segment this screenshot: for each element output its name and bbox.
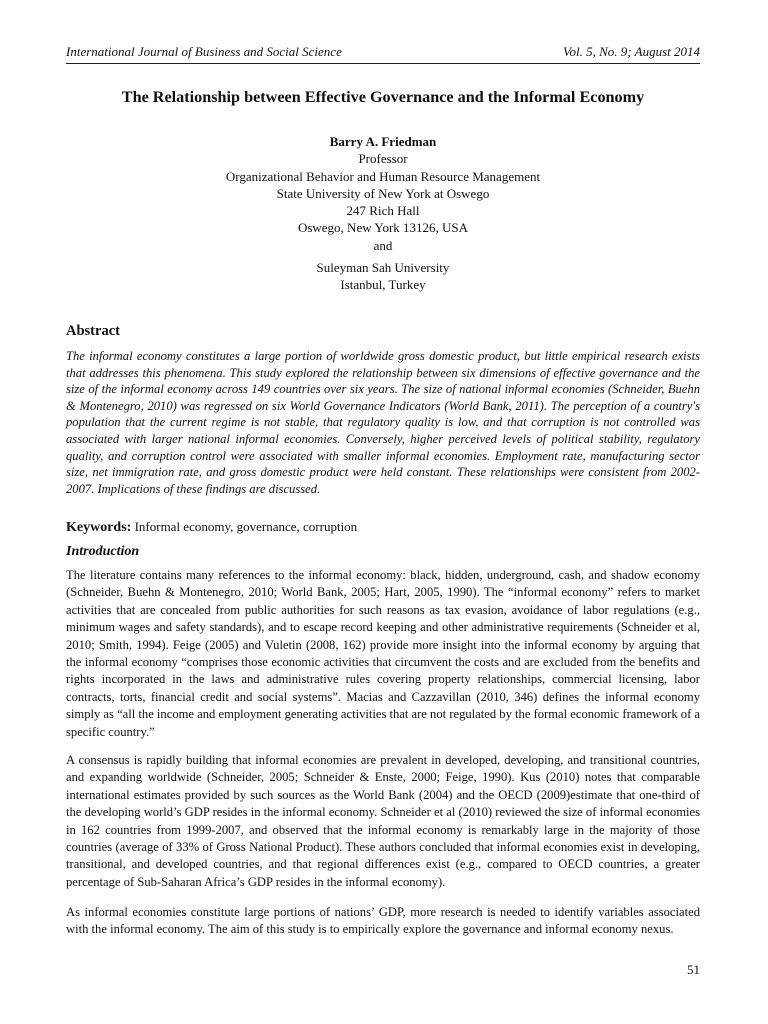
author-second-city: Istanbul, Turkey <box>340 277 426 293</box>
page-number: 51 <box>687 962 700 977</box>
running-header <box>66 44 700 64</box>
journal-name: International Journal of Business and Social Science <box>66 44 342 59</box>
author-department: Organizational Behavior and Human Resource Management <box>225 168 541 184</box>
paper-title: The Relationship between Effective Governance and the Informal Economy <box>121 88 645 106</box>
keywords-line <box>66 519 700 536</box>
author-street: 247 Rich Hall <box>346 203 420 219</box>
introduction-heading: Introduction <box>66 544 140 559</box>
abstract-heading: Abstract <box>66 323 120 339</box>
author-city: Oswego, New York 13126, USA <box>297 220 469 236</box>
author-position: Professor <box>358 151 408 167</box>
author-conjunction: and <box>373 237 393 253</box>
volume-info: Vol. 5, No. 9; August 2014 <box>563 44 700 59</box>
intro-paragraph: As informal economies constitute large portions of nations’ GDP, more research is needed to identify variables associated with the informal economy. The aim of this study is to empirically explore the governance and informal economy nexus. <box>66 905 700 937</box>
author-name: Barry A. Friedman <box>329 134 437 149</box>
keywords-text: Informal economy, governance, corruption <box>134 519 358 534</box>
intro-paragraph: The literature contains many references to the informal economy: black, hidden, underground, cash, and shadow economy (Schneider, Buehn & Montenegro, 2010; World Bank, 2005; Hart, 2005, 1990). The “informal economy” refers to market activities that are concealed from public authorities for such reasons as tax evasion, avoidance of labor regulations (e.g., minimum wages and safety standards), and to escape record keeping and other administrative requirements (Schneider et al, 2010; Smith, 1994). Feige (2005) and Vuletin (2008, 162) provide more insight into the informal economy by arguing that the informal economy “comprises those economic activities that circumvent the costs and are excluded from the benefits and rights incorporated in the laws and administrative rules covering property relationships, commercial licensing, labor contracts, torts, financial credit and social systems”. Macias and Cazzavillan (2010, 346) defines the informal economy simply as “all the income and employment generating activities that are not regulated by the formal economic framework of a specific country.” <box>66 568 701 739</box>
intro-paragraph: A consensus is rapidly building that informal economies are prevalent in developed, developing, and transitional countries, and expanding worldwide (Schneider, 2005; Schneider & Enste, 2000; Feige, 1990). Kus (2010) notes that comparable international estimates provided by such sources as the World Bank (2004) and the OECD (2009)estimate that one-third of the developing world’s GDP resides in the informal economy. Schneider et al (2010) reviewed the size of informal economies in 162 countries from 1999-2007, and observed that the informal economy is remarkably large in the majority of those countries (average of 33% of Gross National Product). These authors concluded that informal economies exist in developing, transitional, and developed countries, and that regional differences exist (e.g., compared to OECD countries, a greater percentage of Sub-Saharan Africa’s GDP resides in the informal economy). <box>66 753 700 889</box>
author-university: State University of New York at Oswego <box>276 185 490 201</box>
author-block <box>66 133 700 294</box>
abstract-text: The informal economy constitutes a large portion of worldwide gross domestic product, but little empirical research exists that addresses this phenomena. This study explored the relationship between six dimensions of effective governance and the size of the informal economy across 149 countries over six years. The size of national informal economies (Schneider, Buehn & Montenegro, 2010) was regressed on six World Governance Indicators (World Bank, 2011). The perception of a country's population that the current regime is not stable, that regulatory quality is low, and that corruption is not controlled was associated with larger national informal economies. Conversely, higher perceived levels of political stability, regulatory quality, and corruption control were associated with smaller informal economies. Employment rate, manufacturing sector size, net immigration rate, and gross domestic product were held constant. These relationships were consistent from 2002-2007. Implications of these findings are discussed. <box>66 349 700 496</box>
author-second-university: Suleyman Sah University <box>316 260 450 276</box>
keywords-label: Keywords: <box>66 520 132 535</box>
